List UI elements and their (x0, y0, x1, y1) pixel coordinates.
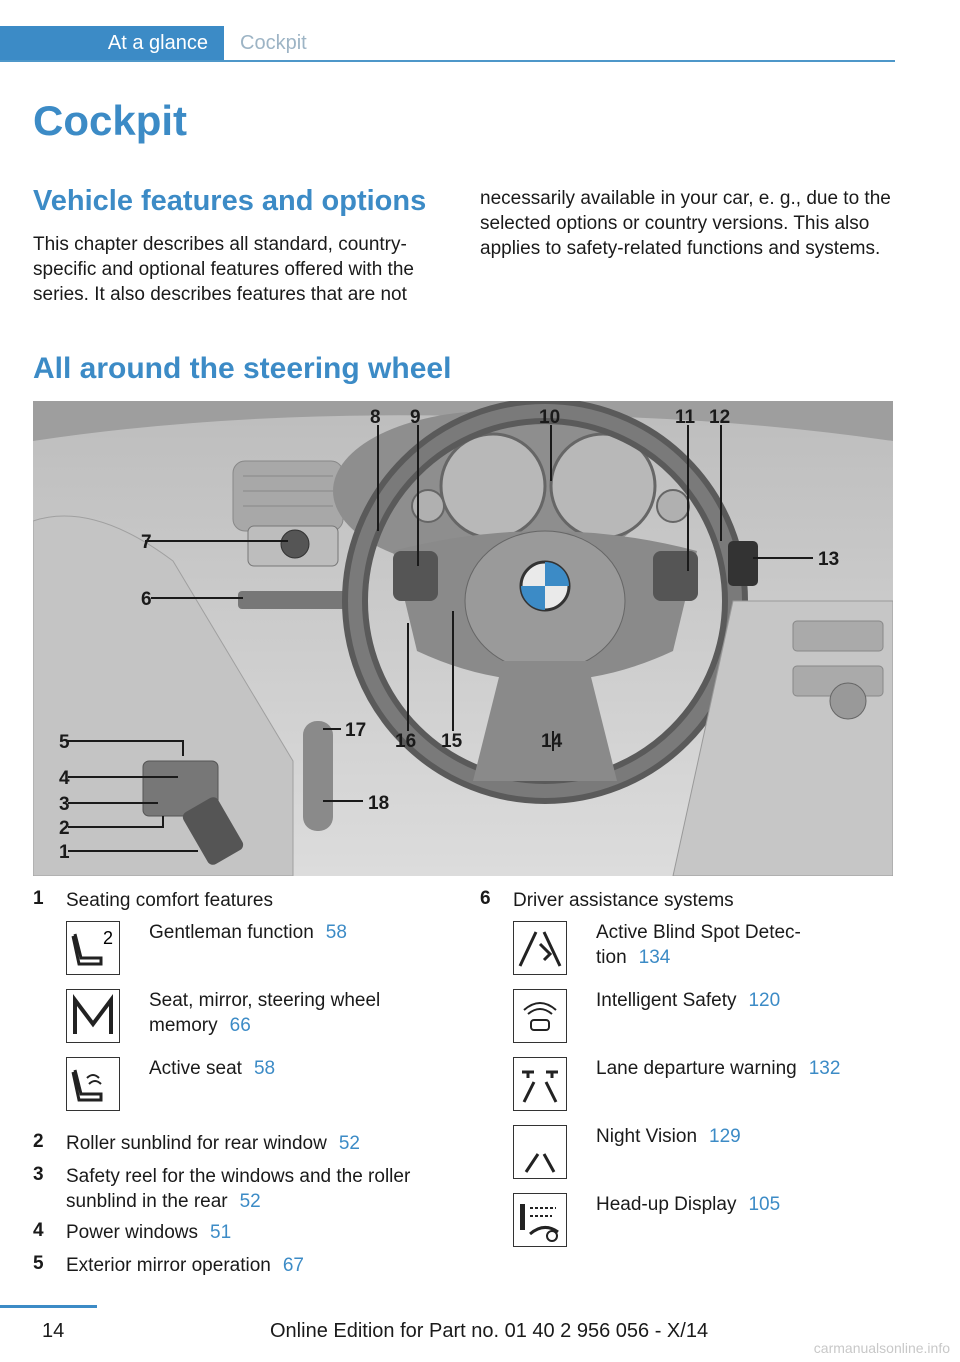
night-vision-icon (513, 1125, 567, 1179)
watermark: carmanualsonline.info (813, 1340, 950, 1356)
callout-11: 11 (675, 407, 696, 428)
callout-12: 12 (709, 407, 731, 428)
callout-3: 3 (59, 794, 70, 815)
item-label: Driver assistance systems (513, 890, 734, 911)
item-text: Roller sunblind for rear window (66, 1133, 327, 1154)
sub-item-intelligent-safety (596, 988, 886, 1013)
page-link[interactable]: 67 (282, 1255, 304, 1276)
page-number: 14 (42, 1320, 65, 1342)
callout-15: 15 (441, 731, 463, 752)
callout-18: 18 (368, 793, 390, 814)
tab-cockpit-label: Cockpit (240, 32, 307, 54)
sub-item-text: Intelligent Safety (596, 990, 737, 1011)
list-item-2 (66, 1131, 456, 1156)
cockpit-drawing (33, 401, 893, 876)
sub-item-text: Lane departure warning (596, 1058, 797, 1079)
blind-spot-icon (513, 921, 567, 975)
list-item-4 (66, 1220, 456, 1245)
item-number: 1 (33, 888, 44, 909)
item-number: 6 (480, 888, 491, 909)
svg-text:2: 2 (103, 928, 114, 948)
footer-divider (0, 1305, 97, 1308)
callout-10: 10 (539, 407, 561, 428)
sub-item-active-seat (149, 1056, 439, 1081)
section-heading-vehicle-features: Vehicle features and options (33, 185, 427, 217)
callout-4: 4 (59, 768, 70, 789)
page-link[interactable]: 132 (808, 1058, 841, 1079)
memory-m-icon (66, 989, 120, 1043)
item-number: 2 (33, 1131, 44, 1152)
callout-9: 9 (410, 407, 421, 428)
sub-item-lane-departure (596, 1056, 886, 1081)
sub-item-text: Seat, mirror, steering wheel memory (149, 990, 381, 1036)
item-number: 4 (33, 1220, 44, 1241)
sub-item-gentleman (149, 920, 439, 945)
sub-item-head-up-display (596, 1192, 886, 1217)
page-link[interactable]: 51 (210, 1222, 232, 1243)
sub-item-blind-spot (596, 920, 826, 970)
cockpit-illustration (33, 401, 893, 876)
intro-paragraph-right: necessarily available in your car, e. g., due to the selected options or country versions. This also applies to safety-related functions and systems. (480, 188, 891, 259)
page-title: Cockpit (33, 97, 188, 144)
callout-5: 5 (59, 732, 70, 753)
sub-item-night-vision (596, 1124, 886, 1149)
item-number: 5 (33, 1253, 44, 1274)
intelligent-safety-icon (513, 989, 567, 1043)
callout-7: 7 (141, 532, 152, 553)
sub-item-text: Gentleman function (149, 922, 314, 943)
callout-6: 6 (141, 589, 152, 610)
active-seat-icon (66, 1057, 120, 1111)
page-link[interactable]: 52 (338, 1133, 360, 1154)
page-link[interactable]: 129 (709, 1126, 741, 1147)
sub-item-text: Active seat (149, 1058, 242, 1079)
page-link[interactable]: 52 (239, 1191, 261, 1212)
page-link[interactable]: 105 (748, 1194, 781, 1215)
item-text: Safety reel for the windows and the roller sunblind in the rear (66, 1166, 411, 1212)
page-link[interactable]: 58 (253, 1058, 276, 1079)
callout-2: 2 (59, 818, 70, 839)
item-number: 3 (33, 1164, 44, 1185)
callout-17: 17 (345, 720, 367, 741)
section-heading-steering-wheel: All around the steering wheel (33, 352, 452, 385)
item-label: Seating comfort features (66, 890, 273, 911)
list-item-3 (66, 1164, 456, 1214)
left-list (33, 888, 453, 1288)
sub-item-text: Night Vision (596, 1126, 698, 1147)
item-text: Power windows (66, 1222, 198, 1243)
callout-16: 16 (395, 731, 417, 752)
sub-item-memory (149, 988, 439, 1038)
list-item-5 (66, 1253, 456, 1278)
callout-14: 14 (541, 731, 563, 752)
callout-13: 13 (818, 549, 840, 570)
sub-item-text: Head-up Display (596, 1194, 737, 1215)
sub-item-text: Active Blind Spot Detec-tion (596, 922, 801, 968)
page-link[interactable]: 58 (325, 922, 347, 943)
tab-cockpit[interactable] (240, 26, 307, 61)
page-link[interactable]: 120 (748, 990, 781, 1011)
item-text: Exterior mirror operation (66, 1255, 271, 1276)
page-link[interactable]: 66 (229, 1015, 251, 1036)
head-up-display-icon (513, 1193, 567, 1247)
edition-text: Online Edition for Part no. 01 40 2 956 056 - X/14 (270, 1320, 709, 1342)
page-link[interactable]: 134 (638, 947, 671, 968)
callout-8: 8 (370, 407, 381, 428)
tab-at-a-glance[interactable] (0, 26, 224, 61)
seat-2-icon (66, 921, 120, 975)
header-divider (0, 60, 895, 62)
tab-at-a-glance-label: At a glance (107, 32, 208, 54)
intro-paragraph-left: This chapter describes all standard, country-specific and optional features offered with the series. It also describes features that are not (33, 234, 414, 305)
lane-departure-icon (513, 1057, 567, 1111)
callout-1: 1 (59, 842, 70, 863)
right-list (480, 888, 900, 1288)
